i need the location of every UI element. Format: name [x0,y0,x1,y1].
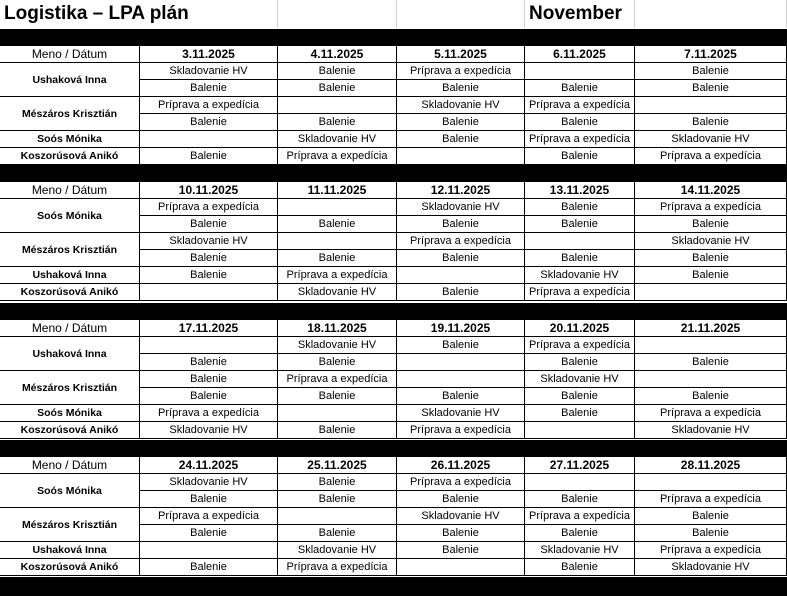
person-group [0,148,787,165]
date-header[interactable]: 6.11.2025 [525,46,635,63]
empty-cell[interactable] [635,0,787,28]
empty-cell[interactable] [278,0,397,28]
shift-cell[interactable] [278,405,397,422]
date-header[interactable]: 3.11.2025 [140,46,278,63]
shift-cell[interactable]: Balenie [635,267,787,284]
shift-cell[interactable]: Príprava a expedícia [525,131,635,148]
date-header[interactable]: 13.11.2025 [525,182,635,199]
shift-cell[interactable] [635,97,787,114]
shift-cell[interactable]: Balenie [635,114,787,131]
shift-cell[interactable]: Príprava a expedícia [397,422,525,439]
shift-cell[interactable]: Príprava a expedícia [278,371,397,388]
person-name[interactable]: Mészáros Krisztián [0,233,140,267]
shift-cell[interactable]: Balenie [635,250,787,267]
date-header[interactable]: 14.11.2025 [635,182,787,199]
header-label[interactable]: Meno / Dátum [0,46,140,63]
empty-cell[interactable] [397,0,525,28]
shift-cell[interactable]: Skladovanie HV [525,542,635,559]
person-group [0,267,787,284]
week-header-row [0,457,787,474]
person-name[interactable]: Ushaková Inna [0,267,140,284]
shift-cell[interactable]: Balenie [525,525,635,542]
shift-cell[interactable]: Skladovanie HV [635,422,787,439]
shift-cell[interactable] [278,97,397,114]
shift-cell[interactable]: Balenie [140,388,278,405]
shift-cell[interactable] [397,267,525,284]
shift-cell[interactable]: Balenie [525,148,635,165]
week-header-row [0,46,787,63]
week-separator-bar [0,165,787,182]
shift-cell[interactable]: Balenie [140,354,278,371]
shift-cell[interactable]: Balenie [635,388,787,405]
shift-cell[interactable]: Balenie [140,80,278,97]
person-group [0,337,787,371]
shift-cell[interactable]: Balenie [635,80,787,97]
shift-cell[interactable] [525,63,635,80]
person-group [0,542,787,559]
shift-cell[interactable] [525,422,635,439]
shift-cell[interactable]: Príprava a expedícia [278,559,397,576]
shift-cell[interactable]: Príprava a expedícia [397,233,525,250]
date-header[interactable]: 28.11.2025 [635,457,787,474]
shift-cell[interactable]: Príprava a expedícia [635,148,787,165]
shift-cell[interactable] [278,508,397,525]
bottom-separator-bar [0,577,787,596]
shift-cell[interactable] [635,284,787,301]
shift-cell[interactable]: Skladovanie HV [278,542,397,559]
shift-cell[interactable]: Balenie [278,80,397,97]
week-separator-bar [0,303,787,320]
shift-cell[interactable]: Príprava a expedícia [525,508,635,525]
person-group [0,371,787,405]
shift-cell[interactable]: Príprava a expedícia [278,148,397,165]
shift-cell[interactable]: Balenie [525,80,635,97]
shift-cell[interactable]: Balenie [397,250,525,267]
header-label[interactable]: Meno / Dátum [0,457,140,474]
shift-cell[interactable]: Príprava a expedícia [525,337,635,354]
shift-cell[interactable]: Balenie [525,354,635,371]
shift-cell[interactable]: Balenie [278,216,397,233]
person-group [0,131,787,148]
shift-cell[interactable]: Balenie [278,63,397,80]
date-header[interactable]: 24.11.2025 [140,457,278,474]
person-group [0,559,787,576]
sheet-title[interactable]: Logistika – LPA plán [0,0,278,28]
shift-cell[interactable]: Balenie [278,491,397,508]
date-header[interactable]: 11.11.2025 [278,182,397,199]
shift-cell[interactable]: Balenie [635,525,787,542]
shift-cell[interactable]: Skladovanie HV [397,199,525,216]
date-header[interactable]: 26.11.2025 [397,457,525,474]
shift-cell[interactable]: Skladovanie HV [525,267,635,284]
shift-cell[interactable]: Balenie [278,525,397,542]
shift-cell[interactable]: Skladovanie HV [635,131,787,148]
date-header[interactable]: 19.11.2025 [397,320,525,337]
shift-cell[interactable]: Balenie [140,371,278,388]
shift-cell[interactable]: Balenie [278,250,397,267]
shift-cell[interactable]: Balenie [140,250,278,267]
shift-cell[interactable]: Skladovanie HV [278,284,397,301]
shift-cell[interactable]: Balenie [525,405,635,422]
shift-cell[interactable]: Skladovanie HV [140,233,278,250]
date-header[interactable]: 20.11.2025 [525,320,635,337]
shift-cell[interactable]: Skladovanie HV [140,422,278,439]
date-header[interactable]: 10.11.2025 [140,182,278,199]
person-name[interactable]: Soós Mónika [0,199,140,233]
shift-cell[interactable] [140,542,278,559]
person-name[interactable]: Koszorúsová Anikó [0,284,140,301]
person-group [0,474,787,508]
person-name[interactable]: Mészáros Krisztián [0,371,140,405]
shift-cell[interactable] [635,337,787,354]
shift-cell[interactable] [278,233,397,250]
shift-cell[interactable]: Skladovanie HV [278,337,397,354]
shift-cell[interactable]: Skladovanie HV [397,405,525,422]
person-name[interactable]: Koszorúsová Anikó [0,148,140,165]
person-name[interactable]: Mészáros Krisztián [0,97,140,131]
shift-cell[interactable]: Balenie [525,216,635,233]
person-name[interactable]: Ushaková Inna [0,63,140,97]
shift-cell[interactable]: Skladovanie HV [397,97,525,114]
person-group [0,199,787,233]
title-row [0,0,787,28]
month-label[interactable]: November [525,0,635,28]
date-header[interactable]: 12.11.2025 [397,182,525,199]
shift-cell[interactable]: Balenie [525,114,635,131]
shift-cell[interactable]: Príprava a expedícia [140,97,278,114]
date-header[interactable]: 7.11.2025 [635,46,787,63]
shift-cell[interactable]: Balenie [140,148,278,165]
week-separator-bar [0,29,787,46]
shift-cell[interactable] [525,233,635,250]
shift-cell[interactable]: Balenie [140,491,278,508]
date-header[interactable]: 4.11.2025 [278,46,397,63]
person-name[interactable]: Soós Mónika [0,131,140,148]
person-group [0,405,787,422]
person-group [0,422,787,439]
person-group [0,284,787,301]
shift-cell[interactable]: Balenie [397,131,525,148]
header-label[interactable]: Meno / Dátum [0,182,140,199]
shift-cell[interactable]: Balenie [278,114,397,131]
shift-cell[interactable]: Balenie [525,559,635,576]
shift-cell[interactable]: Príprava a expedícia [278,267,397,284]
shift-cell[interactable]: Príprava a expedícia [397,474,525,491]
shift-cell[interactable]: Balenie [635,354,787,371]
shift-cell[interactable] [397,148,525,165]
shift-cell[interactable]: Príprava a expedícia [140,199,278,216]
shift-cell[interactable]: Balenie [140,267,278,284]
shift-cell[interactable] [635,474,787,491]
shift-cell[interactable]: Balenie [635,508,787,525]
person-group [0,233,787,267]
date-header[interactable]: 21.11.2025 [635,320,787,337]
shift-cell[interactable]: Balenie [635,63,787,80]
date-header[interactable]: 25.11.2025 [278,457,397,474]
shift-cell[interactable]: Príprava a expedícia [635,542,787,559]
shift-cell[interactable]: Skladovanie HV [635,559,787,576]
person-group [0,63,787,97]
shift-cell[interactable]: Balenie [278,354,397,371]
shift-cell[interactable] [140,284,278,301]
shift-cell[interactable] [278,199,397,216]
person-group [0,508,787,542]
shift-cell[interactable] [397,559,525,576]
shift-cell[interactable]: Balenie [397,491,525,508]
shift-cell[interactable]: Balenie [635,216,787,233]
shift-cell[interactable]: Balenie [397,114,525,131]
date-header[interactable]: 27.11.2025 [525,457,635,474]
shift-cell[interactable]: Balenie [397,80,525,97]
shift-cell[interactable]: Balenie [397,216,525,233]
shift-cell[interactable]: Balenie [278,422,397,439]
shift-cell[interactable]: Balenie [397,284,525,301]
shift-cell[interactable]: Príprava a expedícia [635,405,787,422]
header-label[interactable]: Meno / Dátum [0,320,140,337]
shift-cell[interactable]: Príprava a expedícia [140,508,278,525]
shift-cell[interactable]: Príprava a expedícia [635,199,787,216]
shift-cell[interactable]: Balenie [525,388,635,405]
shift-cell[interactable]: Balenie [397,337,525,354]
shift-cell[interactable]: Balenie [397,525,525,542]
shift-cell[interactable]: Skladovanie HV [635,233,787,250]
week-header-row [0,182,787,199]
person-name[interactable]: Koszorúsová Anikó [0,559,140,576]
shift-cell[interactable] [525,474,635,491]
shift-cell[interactable]: Skladovanie HV [140,63,278,80]
shift-cell[interactable]: Skladovanie HV [278,131,397,148]
shift-cell[interactable]: Príprava a expedícia [140,405,278,422]
date-header[interactable]: 17.11.2025 [140,320,278,337]
person-name[interactable]: Soós Mónika [0,474,140,508]
shift-cell[interactable]: Balenie [140,559,278,576]
week-header-row [0,320,787,337]
shift-cell[interactable]: Balenie [278,474,397,491]
person-name[interactable]: Ushaková Inna [0,542,140,559]
shift-cell[interactable]: Balenie [525,491,635,508]
shift-cell[interactable] [397,354,525,371]
shift-cell[interactable]: Balenie [140,114,278,131]
shift-cell[interactable]: Príprava a expedícia [525,97,635,114]
shift-cell[interactable]: Skladovanie HV [140,474,278,491]
shift-cell[interactable]: Príprava a expedícia [397,63,525,80]
shift-cell[interactable] [140,337,278,354]
shift-cell[interactable] [140,131,278,148]
person-name[interactable]: Mészáros Krisztián [0,508,140,542]
shift-cell[interactable]: Balenie [397,388,525,405]
person-name[interactable]: Soós Mónika [0,405,140,422]
week-separator-bar [0,440,787,457]
shift-cell[interactable]: Balenie [140,216,278,233]
person-group [0,97,787,131]
person-name[interactable]: Koszorúsová Anikó [0,422,140,439]
shift-cell[interactable]: Balenie [525,250,635,267]
date-header[interactable]: 18.11.2025 [278,320,397,337]
shift-cell[interactable]: Balenie [278,388,397,405]
shift-cell[interactable] [635,371,787,388]
shift-cell[interactable]: Príprava a expedícia [635,491,787,508]
shift-cell[interactable]: Balenie [397,542,525,559]
shift-cell[interactable]: Príprava a expedícia [525,284,635,301]
shift-cell[interactable]: Skladovanie HV [525,371,635,388]
shift-cell[interactable]: Skladovanie HV [397,508,525,525]
person-name[interactable]: Ushaková Inna [0,337,140,371]
shift-cell[interactable]: Balenie [140,525,278,542]
shift-cell[interactable]: Balenie [525,199,635,216]
shift-cell[interactable] [397,371,525,388]
date-header[interactable]: 5.11.2025 [397,46,525,63]
